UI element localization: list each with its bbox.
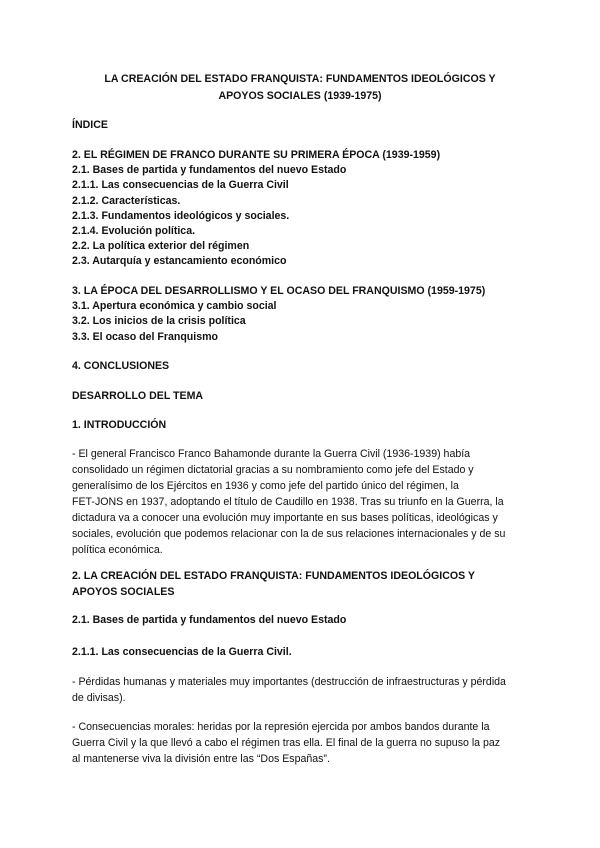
index-section-4: 4. CONCLUSIONES bbox=[72, 360, 170, 372]
subsection-2-1-heading: 2.1. Bases de partida y fundamentos del nuevo Estado bbox=[72, 614, 347, 626]
bullet-losses bbox=[72, 674, 534, 706]
index-section-3 bbox=[72, 284, 532, 345]
index-item: 2.1.4. Evolución política. bbox=[72, 225, 196, 238]
title-line-2: APOYOS SOCIALES (1939-1975) bbox=[218, 90, 382, 102]
subsection-2-1-1-heading: 2.1.1. Las consecuencias de la Guerra Civil. bbox=[72, 646, 292, 658]
paragraph-line: generalísimo de los Ejércitos en 1936 y como jefe del partido único del régimen, la bbox=[72, 480, 459, 492]
index-item: 3.3. El ocaso del Franquismo bbox=[72, 330, 219, 343]
paragraph-line: consolidado un régimen dictatorial gracias a su nombramiento como jefe del Estado y bbox=[72, 464, 474, 476]
index-item: 3.1. Apertura económica y cambio social bbox=[72, 300, 277, 313]
index-item: 2.2. La política exterior del régimen bbox=[72, 240, 250, 253]
paragraph-line: de divisas). bbox=[72, 692, 126, 704]
index-item: 2.1.2. Características. bbox=[72, 194, 181, 207]
paragraph-line: - Consecuencias morales: heridas por la represión ejercida por ambos bandos durante la bbox=[72, 721, 490, 733]
paragraph-line: Guerra Civil y la que llevó a cabo el régimen tras ella. El final de la guerra no supuso la paz bbox=[72, 737, 501, 749]
paragraph-line: - El general Francisco Franco Bahamonde durante la Guerra Civil (1936-1939) había bbox=[72, 448, 471, 460]
index-section-3-title: 3. LA ÉPOCA DEL DESARROLLISMO Y EL OCASO DEL FRANQUISMO (1959-1975) bbox=[72, 285, 486, 297]
paragraph-line: - Pérdidas humanas y materiales muy importantes (destrucción de infraestructuras y pérdida bbox=[72, 676, 506, 688]
index-item: 3.2. Los inicios de la crisis política bbox=[72, 315, 246, 328]
index-section-2 bbox=[72, 148, 532, 270]
intro-paragraph bbox=[72, 446, 534, 558]
paragraph-line: al mantenerse viva la división entre las “Dos Españas”. bbox=[72, 753, 330, 765]
document-title bbox=[70, 71, 530, 105]
heading-line: APOYOS SOCIALES bbox=[72, 586, 175, 598]
development-heading: DESARROLLO DEL TEMA bbox=[72, 390, 204, 402]
index-item: 2.1.1. Las consecuencias de la Guerra Civil bbox=[72, 179, 289, 192]
paragraph-line: política económica. bbox=[72, 544, 163, 556]
paragraph-line: FET-JONS en 1937, adoptando el título de Caudillo en 1938. Tras su triunfo en la Guerra, la bbox=[72, 496, 504, 508]
bullet-moral-consequences bbox=[72, 719, 534, 767]
paragraph-line: sociales, evolución que podemos relacionar con la de sus relaciones internacionales y de su bbox=[72, 528, 506, 540]
paragraph-line: dictadura va a conocer una evolución muy importante en sus bases políticas, ideológicas y bbox=[72, 512, 498, 524]
index-item: 2.3. Autarquía y estancamiento económico bbox=[72, 255, 287, 268]
title-line-1: LA CREACIÓN DEL ESTADO FRANQUISTA: FUNDAMENTOS IDEOLÓGICOS Y bbox=[104, 73, 496, 85]
intro-heading: 1. INTRODUCCIÓN bbox=[72, 419, 167, 431]
section-2-heading bbox=[72, 568, 534, 600]
index-section-2-title: 2. EL RÉGIMEN DE FRANCO DURANTE SU PRIMERA ÉPOCA (1939-1959) bbox=[72, 149, 441, 161]
heading-line: 2. LA CREACIÓN DEL ESTADO FRANQUISTA: FUNDAMENTOS IDEOLÓGICOS Y bbox=[72, 570, 475, 582]
index-item: 2.1.3. Fundamentos ideológicos y sociales. bbox=[72, 209, 290, 222]
index-heading: ÍNDICE bbox=[72, 119, 108, 131]
index-item: 2.1. Bases de partida y fundamentos del nuevo Estado bbox=[72, 164, 347, 177]
